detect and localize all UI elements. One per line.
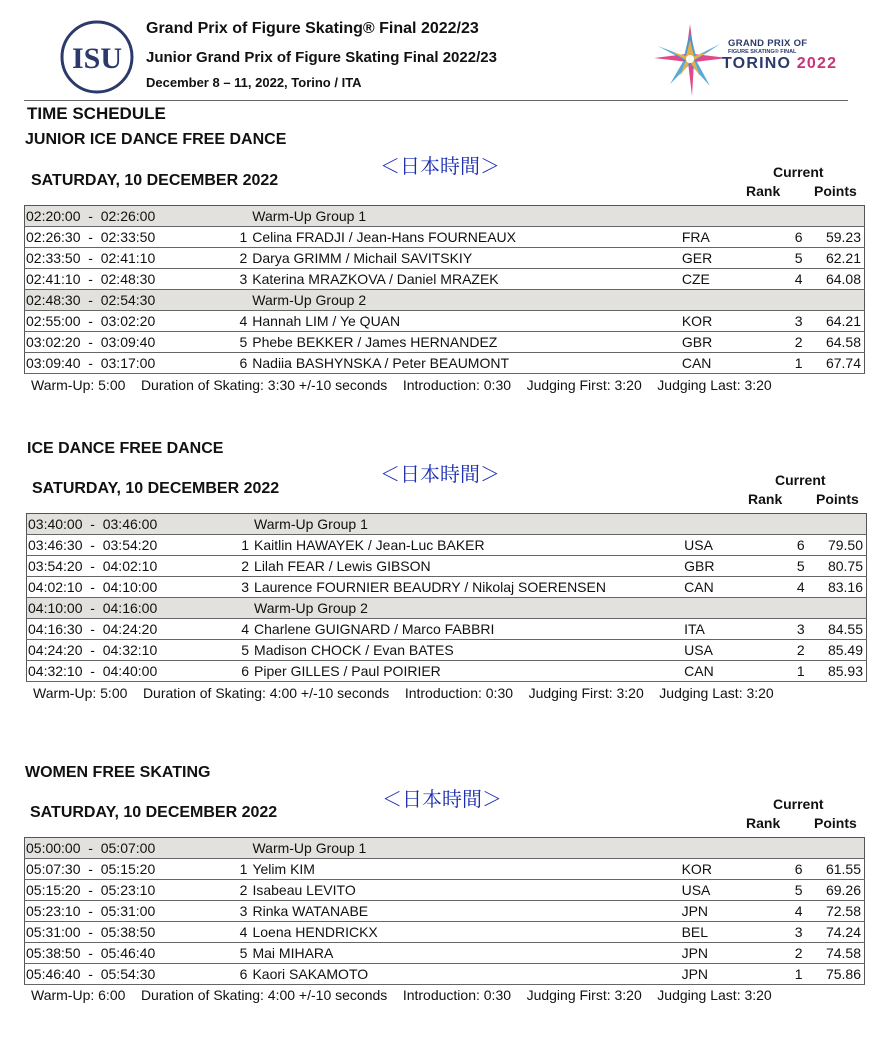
warmup-label: Warm-Up Group 1 — [252, 206, 682, 227]
current-rank — [771, 206, 826, 227]
nation: GER — [682, 248, 771, 269]
time-cell — [25, 838, 224, 859]
section-footer: Warm-Up: 6:00 Duration of Skating: 4:00 +/-10 seconds Introduction: 0:30 Judging First: 3:20 Judging Last: 3:20 — [31, 987, 772, 1003]
doc-title: TIME SCHEDULE — [27, 104, 166, 123]
current-points: 74.24 — [826, 922, 865, 943]
end-time: 05:38:50 — [100, 924, 156, 940]
skater-row — [27, 556, 867, 577]
end-time: 04:40:00 — [102, 663, 158, 679]
nation — [682, 206, 771, 227]
end-time: 05:15:20 — [100, 861, 156, 877]
start-number: 4 — [223, 311, 252, 332]
nation: JPN — [682, 901, 772, 922]
time-separator: - — [80, 924, 101, 940]
nation: FRA — [682, 227, 771, 248]
time-separator: - — [82, 600, 103, 616]
warmup-row — [25, 290, 865, 311]
event-subtitle: Junior Grand Prix of Figure Skating Final 2022/23 — [146, 49, 497, 66]
current-rank: 1 — [773, 661, 827, 682]
skater-name: Yelim KIM — [252, 859, 681, 880]
current-rank: 2 — [773, 640, 827, 661]
skater-row — [27, 640, 867, 661]
nation: KOR — [682, 311, 771, 332]
nation: KOR — [682, 859, 772, 880]
start-time: 02:55:00 — [26, 313, 81, 329]
current-points: 79.50 — [828, 535, 867, 556]
section-date: SATURDAY, 10 DECEMBER 2022 — [30, 804, 278, 821]
skater-name: Phebe BEKKER / James HERNANDEZ — [252, 332, 682, 353]
nation — [682, 838, 772, 859]
current-points — [826, 838, 865, 859]
start-time: 04:24:20 — [28, 642, 83, 658]
start-number — [224, 838, 253, 859]
start-number — [223, 290, 252, 311]
start-number: 4 — [225, 619, 254, 640]
nation: GBR — [682, 332, 771, 353]
current-points — [826, 206, 865, 227]
gp-logo-line1: GRAND PRIX OF — [728, 38, 808, 49]
current-rank: 5 — [773, 556, 827, 577]
start-number: 1 — [225, 535, 254, 556]
start-number: 6 — [225, 661, 254, 682]
current-points: 67.74 — [826, 353, 865, 374]
col-points: Points — [814, 183, 857, 199]
warmup-row — [27, 514, 867, 535]
warmup-row — [27, 598, 867, 619]
end-time: 02:26:00 — [100, 208, 156, 224]
time-cell — [27, 598, 226, 619]
time-cell — [25, 901, 224, 922]
current-rank: 5 — [771, 248, 826, 269]
skater-row — [27, 577, 867, 598]
start-time: 05:00:00 — [26, 840, 81, 856]
skater-name: Madison CHOCK / Evan BATES — [254, 640, 684, 661]
end-time: 02:41:10 — [100, 250, 156, 266]
skater-name: Charlene GUIGNARD / Marco FABBRI — [254, 619, 684, 640]
schedule-table — [26, 513, 867, 682]
skater-row — [27, 535, 867, 556]
end-time: 02:48:30 — [100, 271, 156, 287]
section-date: SATURDAY, 10 DECEMBER 2022 — [31, 172, 279, 189]
skater-row — [25, 901, 865, 922]
current-rank: 1 — [771, 353, 826, 374]
isu-logo — [60, 20, 134, 94]
time-separator: - — [80, 355, 101, 371]
end-time: 04:10:00 — [102, 579, 158, 595]
current-rank: 3 — [771, 311, 826, 332]
end-time: 05:46:40 — [100, 945, 156, 961]
start-number: 5 — [225, 640, 254, 661]
start-time: 02:48:30 — [26, 292, 81, 308]
start-time: 05:31:00 — [26, 924, 81, 940]
start-time: 03:46:30 — [28, 537, 83, 553]
start-time: 04:16:30 — [28, 621, 83, 637]
start-time: 03:09:40 — [26, 355, 81, 371]
time-separator: - — [80, 861, 101, 877]
time-cell — [25, 311, 224, 332]
warmup-label: Warm-Up Group 2 — [252, 290, 682, 311]
col-current: Current — [773, 164, 824, 180]
skater-name: Nadiia BASHYNSKA / Peter BEAUMONT — [252, 353, 682, 374]
warmup-row — [25, 838, 865, 859]
time-separator: - — [80, 292, 101, 308]
start-number: 2 — [223, 248, 252, 269]
end-time: 04:16:00 — [102, 600, 158, 616]
end-time: 03:17:00 — [100, 355, 156, 371]
skater-name: Kaitlin HAWAYEK / Jean-Luc BAKER — [254, 535, 684, 556]
gp-logo-city: TORINO 2022 — [722, 55, 838, 72]
skater-row — [27, 661, 867, 682]
skater-row — [25, 311, 865, 332]
end-time: 05:31:00 — [100, 903, 156, 919]
skater-name: Celina FRADJI / Jean-Hans FOURNEAUX — [252, 227, 682, 248]
current-rank: 4 — [771, 901, 826, 922]
current-points: 69.26 — [826, 880, 865, 901]
time-cell — [25, 290, 224, 311]
current-points: 85.49 — [828, 640, 867, 661]
current-rank: 1 — [771, 964, 826, 985]
current-points: 59.23 — [826, 227, 865, 248]
time-separator: - — [80, 882, 101, 898]
start-time: 04:10:00 — [28, 600, 83, 616]
skater-name: Darya GRIMM / Michail SAVITSKIY — [252, 248, 682, 269]
nation: GBR — [684, 556, 773, 577]
current-rank — [773, 598, 827, 619]
current-rank: 4 — [773, 577, 827, 598]
time-cell — [27, 577, 226, 598]
end-time: 05:07:00 — [100, 840, 156, 856]
start-number — [225, 514, 254, 535]
time-separator: - — [82, 621, 103, 637]
jst-label: ＜日本時間＞ — [380, 154, 500, 178]
start-time: 04:02:10 — [28, 579, 83, 595]
nation: JPN — [682, 943, 772, 964]
time-separator: - — [80, 250, 101, 266]
col-points: Points — [814, 815, 857, 831]
time-separator: - — [80, 966, 101, 982]
jst-label: ＜日本時間＞ — [380, 462, 500, 486]
start-number: 5 — [224, 943, 253, 964]
col-rank: Rank — [746, 815, 781, 831]
star-logo-icon — [650, 22, 730, 98]
time-cell — [27, 514, 226, 535]
time-separator: - — [82, 537, 103, 553]
section-footer: Warm-Up: 5:00 Duration of Skating: 4:00 +/-10 seconds Introduction: 0:30 Judging First: 3:20 Judging Last: 3:20 — [33, 685, 774, 701]
time-separator: - — [82, 558, 103, 574]
skater-row — [25, 248, 865, 269]
skater-row — [25, 269, 865, 290]
skater-row — [25, 227, 865, 248]
gp-logo-line2: FIGURE SKATING® FINAL — [728, 49, 797, 55]
start-number: 2 — [224, 880, 253, 901]
start-time: 05:46:40 — [26, 966, 81, 982]
current-points: 64.58 — [826, 332, 865, 353]
col-rank: Rank — [746, 183, 781, 199]
time-cell — [27, 556, 226, 577]
time-separator: - — [80, 840, 101, 856]
current-points — [828, 514, 867, 535]
col-current: Current — [775, 472, 826, 488]
current-points: 64.21 — [826, 311, 865, 332]
skater-row — [25, 353, 865, 374]
time-separator: - — [82, 579, 103, 595]
end-time: 03:09:40 — [100, 334, 156, 350]
current-rank: 6 — [771, 859, 826, 880]
section-title: WOMEN FREE SKATING — [25, 764, 211, 781]
time-cell — [25, 922, 224, 943]
start-number — [223, 206, 252, 227]
time-cell — [27, 619, 226, 640]
current-rank: 6 — [771, 227, 826, 248]
current-rank — [771, 838, 826, 859]
current-rank: 2 — [771, 943, 826, 964]
time-separator: - — [82, 642, 103, 658]
nation: USA — [682, 880, 772, 901]
current-points: 74.58 — [826, 943, 865, 964]
skater-name: Hannah LIM / Ye QUAN — [252, 311, 682, 332]
time-separator: - — [80, 334, 101, 350]
end-time: 05:54:30 — [100, 966, 156, 982]
current-rank: 3 — [773, 619, 827, 640]
start-number: 6 — [224, 964, 253, 985]
skater-row — [25, 880, 865, 901]
time-separator: - — [80, 313, 101, 329]
start-time: 05:07:30 — [26, 861, 81, 877]
start-number: 3 — [223, 269, 252, 290]
skater-name: Piper GILLES / Paul POIRIER — [254, 661, 684, 682]
section-title: ICE DANCE FREE DANCE — [27, 440, 224, 457]
start-time: 02:20:00 — [26, 208, 81, 224]
start-time: 03:54:20 — [28, 558, 83, 574]
skater-name: Isabeau LEVITO — [252, 880, 681, 901]
end-time: 04:32:10 — [102, 642, 158, 658]
start-time: 02:41:10 — [26, 271, 81, 287]
skater-name: Katerina MRAZKOVA / Daniel MRAZEK — [252, 269, 682, 290]
time-cell — [25, 227, 224, 248]
end-time: 03:54:20 — [102, 537, 158, 553]
time-cell — [27, 535, 226, 556]
start-number: 4 — [224, 922, 253, 943]
start-time: 02:26:30 — [26, 229, 81, 245]
end-time: 05:23:10 — [100, 882, 156, 898]
current-rank: 2 — [771, 332, 826, 353]
end-time: 04:02:10 — [102, 558, 158, 574]
skater-name: Rinka WATANABE — [252, 901, 681, 922]
start-number: 5 — [223, 332, 252, 353]
time-cell — [25, 269, 224, 290]
start-number: 3 — [225, 577, 254, 598]
current-points: 75.86 — [826, 964, 865, 985]
time-separator: - — [80, 208, 101, 224]
skater-row — [27, 619, 867, 640]
nation: USA — [684, 640, 773, 661]
current-points: 80.75 — [828, 556, 867, 577]
warmup-row — [25, 206, 865, 227]
skater-row — [25, 859, 865, 880]
skater-row — [25, 332, 865, 353]
jst-label: ＜日本時間＞ — [382, 787, 502, 811]
nation: CZE — [682, 269, 771, 290]
start-time: 05:38:50 — [26, 945, 81, 961]
current-rank: 4 — [771, 269, 826, 290]
header-divider — [24, 100, 848, 101]
current-rank: 5 — [771, 880, 826, 901]
skater-row — [25, 922, 865, 943]
time-separator: - — [80, 271, 101, 287]
start-time: 05:23:10 — [26, 903, 81, 919]
section-date: SATURDAY, 10 DECEMBER 2022 — [32, 480, 280, 497]
end-time: 03:46:00 — [102, 516, 158, 532]
time-cell — [25, 248, 224, 269]
end-time: 04:24:20 — [102, 621, 158, 637]
nation: CAN — [684, 577, 773, 598]
current-rank — [773, 514, 827, 535]
time-cell — [25, 943, 224, 964]
time-separator: - — [80, 945, 101, 961]
start-number — [225, 598, 254, 619]
skater-row — [25, 943, 865, 964]
time-cell — [25, 964, 224, 985]
current-points: 64.08 — [826, 269, 865, 290]
current-points: 85.93 — [828, 661, 867, 682]
time-separator: - — [82, 663, 103, 679]
current-points: 72.58 — [826, 901, 865, 922]
end-time: 02:54:30 — [100, 292, 156, 308]
current-points — [828, 598, 867, 619]
current-points — [826, 290, 865, 311]
start-time: 04:32:10 — [28, 663, 83, 679]
start-time: 03:40:00 — [28, 516, 83, 532]
start-time: 03:02:20 — [26, 334, 81, 350]
current-rank: 3 — [771, 922, 826, 943]
nation: CAN — [684, 661, 773, 682]
nation: JPN — [682, 964, 772, 985]
time-cell — [27, 661, 226, 682]
col-current: Current — [773, 796, 824, 812]
skater-name: Kaori SAKAMOTO — [252, 964, 681, 985]
schedule-table — [24, 205, 865, 374]
start-number: 6 — [223, 353, 252, 374]
time-cell — [25, 332, 224, 353]
current-rank: 6 — [773, 535, 827, 556]
end-time: 03:02:20 — [100, 313, 156, 329]
start-number: 1 — [223, 227, 252, 248]
col-points: Points — [816, 491, 859, 507]
schedule-table — [24, 837, 865, 985]
current-points: 84.55 — [828, 619, 867, 640]
warmup-label: Warm-Up Group 1 — [254, 514, 684, 535]
skater-name: Laurence FOURNIER BEAUDRY / Nikolaj SOERENSEN — [254, 577, 684, 598]
time-cell — [25, 206, 224, 227]
time-separator: - — [80, 903, 101, 919]
start-number: 3 — [224, 901, 253, 922]
skater-name: Lilah FEAR / Lewis GIBSON — [254, 556, 684, 577]
nation: CAN — [682, 353, 771, 374]
section-title: JUNIOR ICE DANCE FREE DANCE — [25, 131, 287, 148]
current-points: 83.16 — [828, 577, 867, 598]
event-dates: December 8 – 11, 2022, Torino / ITA — [146, 75, 362, 90]
warmup-label: Warm-Up Group 1 — [252, 838, 681, 859]
current-points: 61.55 — [826, 859, 865, 880]
time-cell — [25, 353, 224, 374]
col-rank: Rank — [748, 491, 783, 507]
skater-name: Mai MIHARA — [252, 943, 681, 964]
warmup-label: Warm-Up Group 2 — [254, 598, 684, 619]
nation — [684, 514, 773, 535]
current-rank — [771, 290, 826, 311]
time-separator: - — [82, 516, 103, 532]
start-time: 02:33:50 — [26, 250, 81, 266]
current-points: 62.21 — [826, 248, 865, 269]
time-separator: - — [80, 229, 101, 245]
end-time: 02:33:50 — [100, 229, 156, 245]
start-time: 05:15:20 — [26, 882, 81, 898]
nation: ITA — [684, 619, 773, 640]
nation — [682, 290, 771, 311]
nation — [684, 598, 773, 619]
skater-row — [25, 964, 865, 985]
svg-text:ISU: ISU — [71, 42, 123, 75]
start-number: 1 — [224, 859, 253, 880]
event-title: Grand Prix of Figure Skating® Final 2022/23 — [146, 20, 479, 37]
time-cell — [25, 880, 224, 901]
time-cell — [27, 640, 226, 661]
section-footer: Warm-Up: 5:00 Duration of Skating: 3:30 +/-10 seconds Introduction: 0:30 Judging First: 3:20 Judging Last: 3:20 — [31, 377, 772, 393]
start-number: 2 — [225, 556, 254, 577]
nation: BEL — [682, 922, 772, 943]
nation: USA — [684, 535, 773, 556]
skater-name: Loena HENDRICKX — [252, 922, 681, 943]
time-cell — [25, 859, 224, 880]
